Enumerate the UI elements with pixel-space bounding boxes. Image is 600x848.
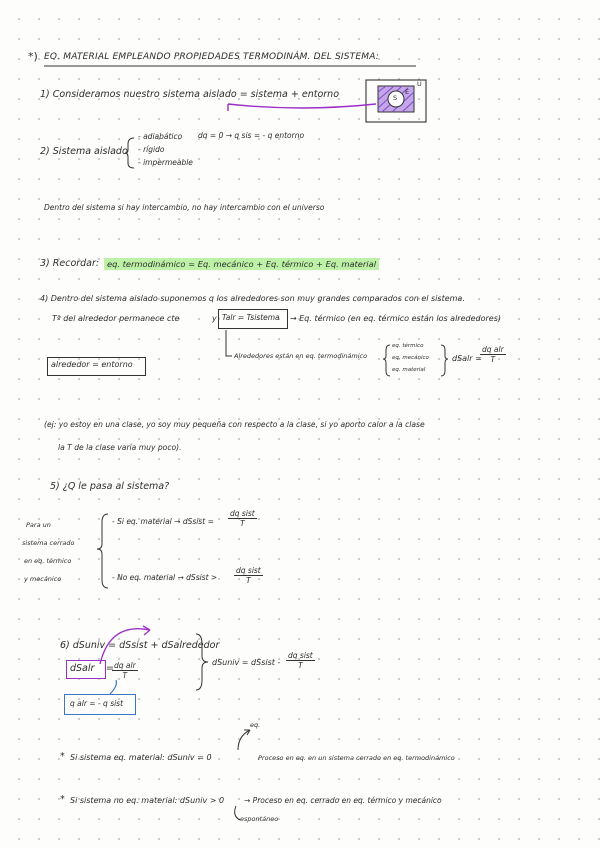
p5-c1-num: dq sist [230, 509, 255, 518]
c1-proc: Proceso en eq. en un sistema cerrado en eq. termodinámico [258, 754, 455, 762]
p1-text: 1) Consideramos nuestro sistema aislado = sistema + entorno [40, 89, 340, 100]
c2-star: * [60, 794, 65, 805]
p6-line1: 6) dSuniv = dSsist + dSalrededor [60, 640, 220, 651]
ex-line1: (ej: yo estoy en una clase, yo soy muy pequeña con respecto a la clase, si yo aporto calor a la clase [44, 420, 425, 429]
p6-eq1: = [106, 663, 114, 674]
p4-ds-lhs: dSalr = [452, 354, 482, 363]
p5-side-3: en eq. térmico [24, 557, 72, 565]
p5-side-2: sistema cerrado [22, 539, 75, 547]
p5-c1-den: T [240, 519, 245, 529]
p6-res-fraction [286, 652, 315, 670]
p6-res-text: dSuniv = dSsist - [212, 658, 281, 667]
p5-c2-text: - No eq. material → dSsist > [112, 573, 218, 582]
title-marker: *) [28, 50, 38, 63]
p6-box2: q alr = - q sist [70, 699, 124, 708]
p4-sub-1: eq. térmico [392, 343, 424, 349]
tsys-text: Talr = Tsistema [222, 313, 280, 322]
p5-c1-text: - Si eq. material → dSsist = [112, 517, 214, 526]
p2-item-1: - adiabático [138, 132, 183, 141]
p4-branch: Alrededores están en eq. termodinámico [234, 352, 368, 360]
fig-u-label: U [417, 80, 422, 88]
p2-formula: dq = 0 → q sis = - q entorno [198, 131, 305, 140]
p6-eq1-fraction [112, 662, 138, 680]
p5-c2-fraction [234, 567, 263, 585]
p5-side-4: y mecánico [24, 575, 62, 583]
p6-res-den: T [298, 661, 303, 671]
c2-arrow-label: espontáneo [240, 815, 279, 823]
p5-c1-fraction [228, 510, 257, 528]
c1-arrow-label: eq. [250, 721, 261, 729]
p4-ds-den: T [490, 355, 496, 365]
p5-side-1: Para un [26, 521, 51, 529]
aislado-arrow [228, 104, 376, 108]
p4-ds-num: dq alr [482, 345, 504, 354]
p4-line2c: → Eq. térmico (en eq. térmico están los alrededores) [290, 314, 501, 323]
p3-highlight: eq. termodinámico = Eq. mecánico + Eq. térmico + Eq. material [104, 258, 379, 270]
note-intercambio: Dentro del sistema si hay intercambio, no hay intercambio con el universo [44, 203, 325, 212]
p4-line2a: Tª del alrededor permanece cte [52, 314, 180, 323]
fig-s-label: S [393, 94, 398, 102]
p4-line2b: y [212, 314, 217, 323]
ex-line2: la T de la clase varía muy poco). [58, 443, 182, 452]
c1-text: Si sistema eq. material: dSuniv = 0 [70, 753, 212, 762]
p6-eq1-den: T [122, 671, 128, 681]
c2-proc: → Proceso en eq. cerrado en eq. térmico y mecánico [244, 796, 442, 805]
fig-e-label: E [405, 88, 410, 96]
page-title: EQ. MATERIAL EMPLEANDO PROPIEDADES TERMODINÁM. DEL SISTEMA: [44, 52, 379, 62]
p5-c2-den: T [246, 576, 251, 586]
c1-star: * [60, 751, 65, 762]
p2-label: 2) Sistema aislado [40, 146, 128, 157]
p2-item-3: - impermeable [138, 158, 193, 167]
p4-ds-fraction [480, 346, 506, 364]
p4-sub-3: eq. material [392, 367, 426, 373]
p3-label: 3) Recordar: [40, 258, 100, 269]
p6-res-num: dq sist [288, 651, 313, 660]
p4-sub-2: eq. mecánico [392, 355, 429, 361]
p2-item-2: - rígido [138, 145, 165, 154]
alr-text: alrededor = entorno [51, 360, 133, 369]
c2-text: Si sistema no eq. material: dSuniv > 0 [70, 796, 225, 805]
p5-question: 5) ¿Q le pasa al sistema? [50, 481, 170, 492]
p6-eq1-num: dq alr [114, 661, 136, 670]
p5-c2-num: dq sist [236, 566, 261, 575]
p6-box1: dSalr [70, 663, 95, 674]
p4-line1: 4) Dentro del sistema aislado suponemos q los alrededores son muy grandes comparados con el sistema. [40, 294, 465, 303]
